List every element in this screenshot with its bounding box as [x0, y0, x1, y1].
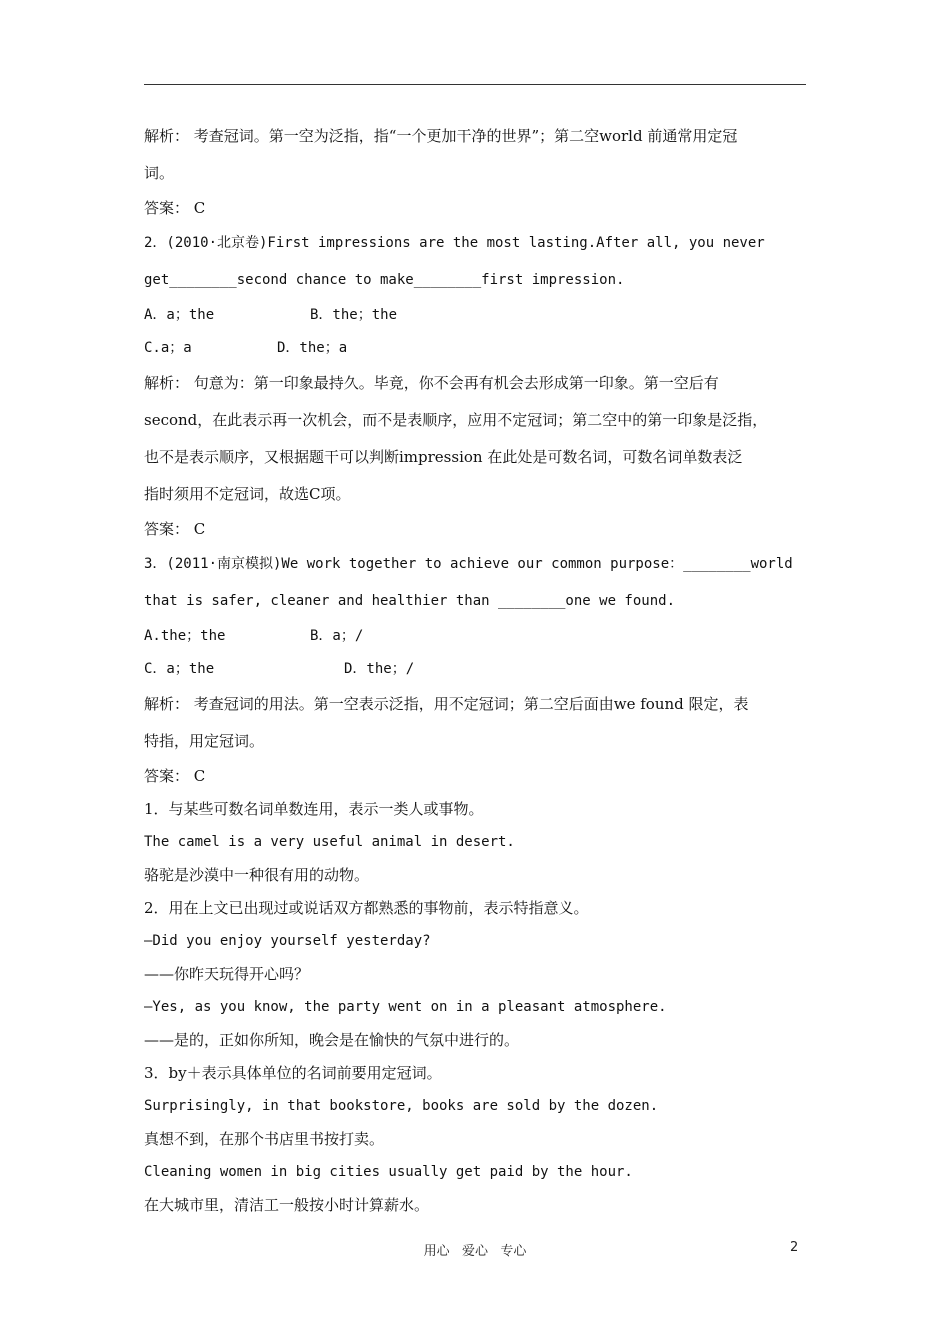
document-body: [144, 118, 808, 1222]
note-3-translation-1: 真想不到，在那个书店里书按打卖。: [144, 1130, 385, 1148]
q3-option-d: D．the；/: [344, 661, 415, 677]
q2-stem-line1: 2．(2010·北京卷)First impressions are the most lasting.After all, you never: [144, 235, 765, 251]
q3-analysis-line2: 特指，用定冠词。: [144, 732, 265, 750]
note-3-example-1: Surprisingly, in that bookstore, books are sold by the dozen.: [144, 1098, 659, 1114]
footer-motto: 用心 爱心 专心: [423, 1244, 527, 1259]
q1-answer: 答案： C: [144, 199, 206, 217]
q3-stem-line1: 3．(2011·南京模拟)We work together to achieve our common purpose：________world: [144, 556, 793, 572]
note-2-example-q: —Did you enjoy yourself yesterday?: [144, 933, 431, 949]
note-2-translation-q: ——你昨天玩得开心吗？: [144, 965, 310, 983]
q2-option-c: C.a；a: [144, 340, 192, 356]
q2-option-d: D．the；a: [277, 340, 348, 356]
note-2-example-a: —Yes, as you know, the party went on in a pleasant atmosphere.: [144, 999, 667, 1015]
q1-analysis-line1: 解析： 考查冠词。第一空为泛指，指“一个更加干净的世界”；第二空world 前通常用定冠: [144, 127, 738, 145]
q3-options-ab: [144, 620, 808, 653]
note-3-heading: 3．by＋表示具体单位的名词前要用定冠词。: [144, 1064, 442, 1082]
page-number: 2: [790, 1240, 799, 1255]
q3-answer: 答案： C: [144, 767, 206, 785]
q2-analysis-line1: 解析： 句意为：第一印象最持久。毕竟，你不会再有机会去形成第一印象。第一空后有: [144, 374, 719, 392]
note-1-example: The camel is a very useful animal in desert.: [144, 834, 515, 850]
header-rule: [144, 84, 806, 85]
note-2-translation-a: ——是的，正如你所知，晚会是在愉快的气氛中进行的。: [144, 1031, 520, 1049]
q3-analysis-line1: 解析： 考查冠词的用法。第一空表示泛指，用不定冠词；第二空后面由we found 限定，表: [144, 695, 749, 713]
q1-analysis-line2: 词。: [144, 164, 175, 182]
q2-analysis-line3: 也不是表示顺序，又根据题干可以判断impression 在此处是可数名词，可数名词单数表泛: [144, 448, 743, 466]
q2-stem-line2: get________second chance to make________first impression.: [144, 272, 625, 288]
q2-answer: 答案： C: [144, 520, 206, 538]
note-1-heading: 1．与某些可数名词单数连用，表示一类人或事物。: [144, 800, 484, 818]
q2-option-b: B．the；the: [310, 307, 398, 323]
note-3-example-2: Cleaning women in big cities usually get paid by the hour.: [144, 1164, 633, 1180]
q3-option-c: C．a；the: [144, 661, 215, 677]
note-1-translation: 骆驼是沙漠中一种很有用的动物。: [144, 866, 370, 884]
q3-option-b: B．a；/: [310, 628, 364, 644]
q3-options-cd: [144, 653, 808, 686]
q2-option-a: A．a；the: [144, 307, 215, 323]
q2-options-ab: [144, 299, 808, 332]
q2-analysis-line2: second，在此表示再一次机会，而不是表顺序，应用不定冠词；第二空中的第一印象是泛指，: [144, 411, 768, 429]
note-2-heading: 2．用在上文已出现过或说话双方都熟悉的事物前，表示特指意义。: [144, 899, 589, 917]
q2-analysis-line4: 指时须用不定冠词，故选C项。: [144, 485, 351, 503]
q3-stem-line2: that is safer, cleaner and healthier than ________one we found.: [144, 593, 676, 609]
note-3-translation-2: 在大城市里，清洁工一般按小时计算薪水。: [144, 1196, 430, 1214]
q3-option-a: A.the；the: [144, 628, 226, 644]
q2-options-cd: [144, 332, 808, 365]
